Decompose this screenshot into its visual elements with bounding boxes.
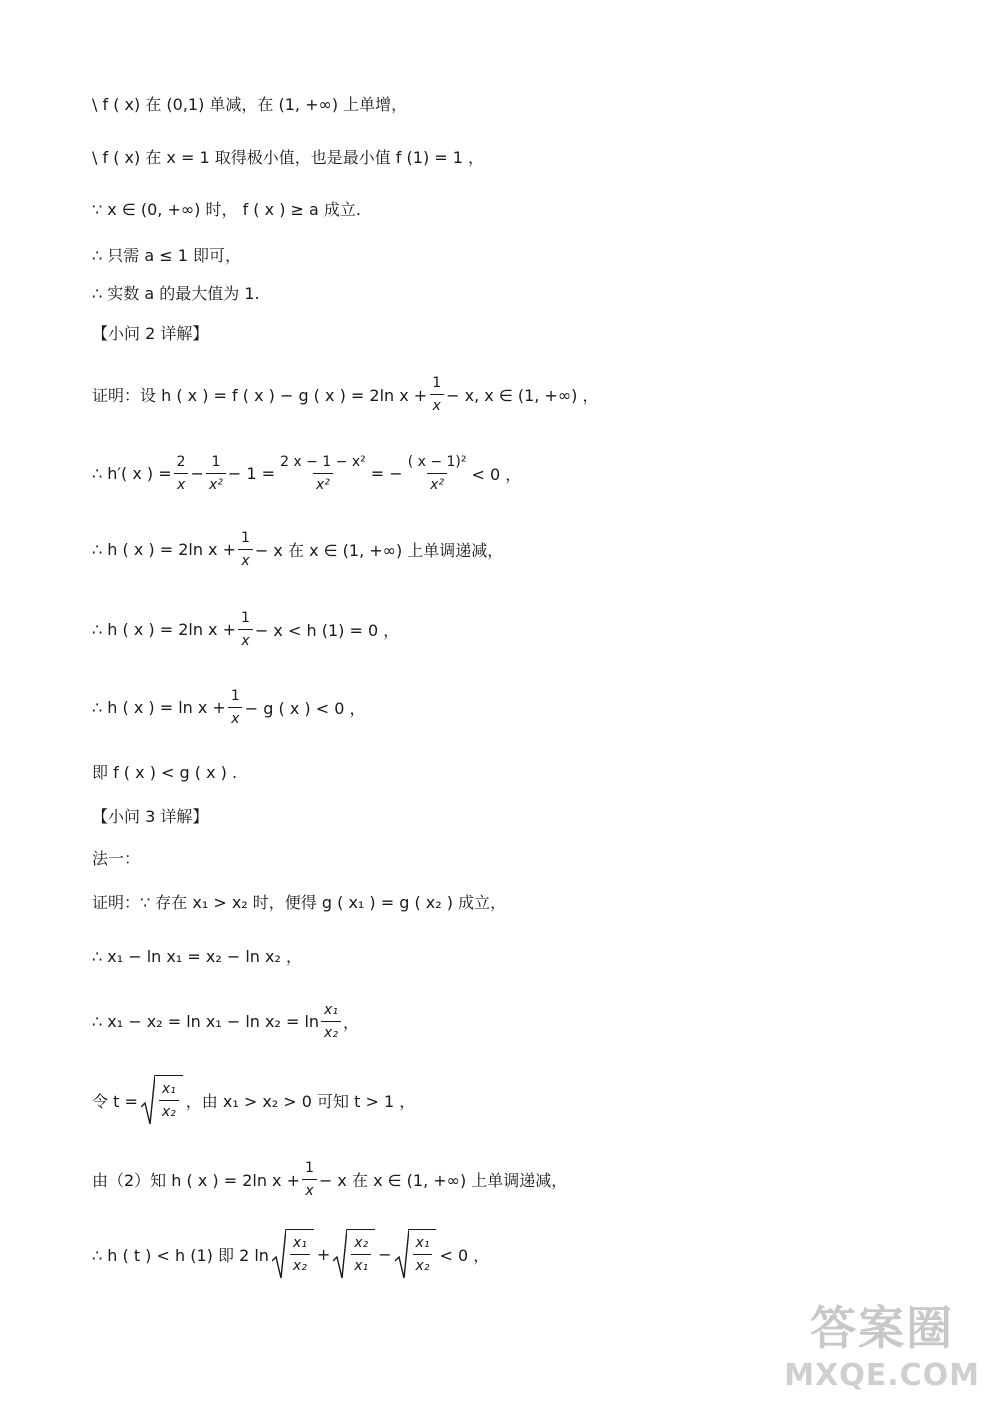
denominator: x² [313,473,333,494]
numerator: x₂ [354,1235,369,1251]
section-heading [92,800,208,830]
line-text: ∴ h ( x ) = 2ln x + [92,619,237,639]
radical-sign [395,1229,409,1279]
line-text: 令 t = [92,1091,138,1111]
denominator: x² [427,473,447,494]
text-line [92,141,484,171]
math-line [92,450,521,496]
numerator: 1 [211,453,221,470]
text-line [92,940,302,970]
line-text: − x < h (1) = 0 ， [254,620,400,640]
denominator: x [238,629,252,650]
line-text: − x, x ∈ (1, +∞) ， [446,385,599,405]
line-text: < 0 ， [471,464,522,484]
math-line [92,1074,415,1126]
line-text: − 1 = [227,463,276,483]
numerator: ( x − 1)² [407,453,467,470]
line-text: ，由 x₁ > x₂ > 0 可知 t > 1 ， [185,1091,416,1111]
fraction [351,1234,371,1275]
denominator: x₁ [351,1254,371,1275]
fraction [206,453,226,494]
denominator: x [174,473,188,494]
math-line [92,1228,489,1280]
line-text: + [316,1244,331,1264]
text-line [92,842,140,872]
heading-text: 【小问 3 详解】 [92,806,209,826]
heading-text: 【小问 2 详解】 [92,323,209,343]
numerator: x₁ [292,1235,307,1251]
watermark [784,1292,980,1393]
fraction [238,609,253,650]
line-text: 证明：∵ 存在 x₁ > x₂ 时，便得 g ( x₁ ) = g ( x₂ ) 成立， [92,892,507,912]
line-text: ， [342,1012,359,1032]
radical-sign [333,1229,347,1279]
fraction [413,1234,433,1275]
math-line [92,372,599,416]
fraction [321,1001,341,1042]
text-line [92,277,260,307]
line-text: ∴ h ( t ) < h (1) 即 2 ln [92,1245,269,1265]
denominator: x² [206,473,226,494]
line-text: − x 在 x ∈ (1, +∞) 上单调递减， [254,540,504,560]
line-text: − [378,1244,392,1264]
numerator: 1 [230,687,240,704]
denominator: x₂ [321,1021,341,1042]
numerator: x₁ [415,1235,430,1251]
denominator: x [430,394,444,415]
square-root [141,1075,183,1125]
fraction [174,453,189,494]
numerator: 1 [432,374,442,391]
line-text: − x 在 x ∈ (1, +∞) 上单调递减， [318,1170,568,1190]
line-text: ∴ x₁ − x₂ = ln x₁ − ln x₂ = ln [92,1011,320,1031]
line-text: \ f ( x) 在 x = 1 取得极小值，也是最小值 f (1) = 1 ， [92,147,485,167]
line-text: 证明：设 h ( x ) = f ( x ) − g ( x ) = 2ln x + [92,385,428,405]
fraction [429,374,444,415]
denominator: x [302,1179,316,1200]
denominator: x [228,707,242,728]
math-line [92,684,365,730]
line-text: ∴ x₁ − ln x₁ = x₂ − ln x₂ ， [92,946,302,966]
line-text: < 0 ， [439,1245,490,1265]
text-line [92,239,241,269]
fraction [405,453,470,494]
denominator: x₂ [159,1100,179,1121]
math-line [92,1156,567,1202]
radical-sign [272,1229,286,1279]
line-text: ∵ x ∈ (0, +∞) 时， f ( x ) ≥ a 成立. [92,199,361,219]
line-text: ∴ 实数 a 的最大值为 1. [92,283,260,303]
line-text: \ f ( x) 在 (0,1) 单减，在 (1, +∞) 上单增， [92,94,408,114]
math-line [92,606,399,652]
watermark-logo: 答案圈 [810,1301,955,1355]
text-line [92,88,407,118]
line-text: ∴ h ( x ) = 2ln x + [92,539,237,559]
square-root [333,1229,375,1279]
fraction [228,687,243,728]
text-line [92,193,361,223]
numerator: 1 [241,529,250,546]
numerator: x₁ [161,1081,176,1097]
fraction [277,453,369,494]
fraction [238,529,253,570]
numerator: x₁ [324,1001,338,1018]
fraction [159,1080,179,1121]
math-line [92,998,359,1044]
section-heading [92,317,208,347]
radical-sign [141,1075,155,1125]
line-text: − [190,463,204,483]
watermark-site: MXQE.COM [784,1358,980,1393]
denominator: x₂ [290,1254,310,1275]
numerator: 1 [241,609,250,626]
fraction [302,1159,317,1200]
denominator: x [238,549,252,570]
line-text: 即 f ( x ) < g ( x ) . [92,762,238,782]
line-text: ∴ 只需 a ≤ 1 即可， [92,245,242,265]
text-line [92,756,237,786]
denominator: x₂ [413,1254,433,1275]
line-text: 由（2）知 h ( x ) = 2ln x + [92,1170,301,1190]
line-text: ∴ h′( x ) = [92,463,172,483]
fraction [290,1234,310,1275]
numerator: 2 [176,453,186,470]
numerator: 1 [305,1159,314,1176]
math-line [92,526,503,572]
line-text: − g ( x ) < 0 ， [244,698,366,718]
line-text: ∴ h ( x ) = ln x + [92,697,226,717]
square-root [395,1229,437,1279]
text-line [92,886,506,916]
numerator: 2 x − 1 − x² [280,453,366,470]
square-root [272,1229,314,1279]
line-text: 法一： [92,848,141,868]
line-text: = − [370,463,403,483]
